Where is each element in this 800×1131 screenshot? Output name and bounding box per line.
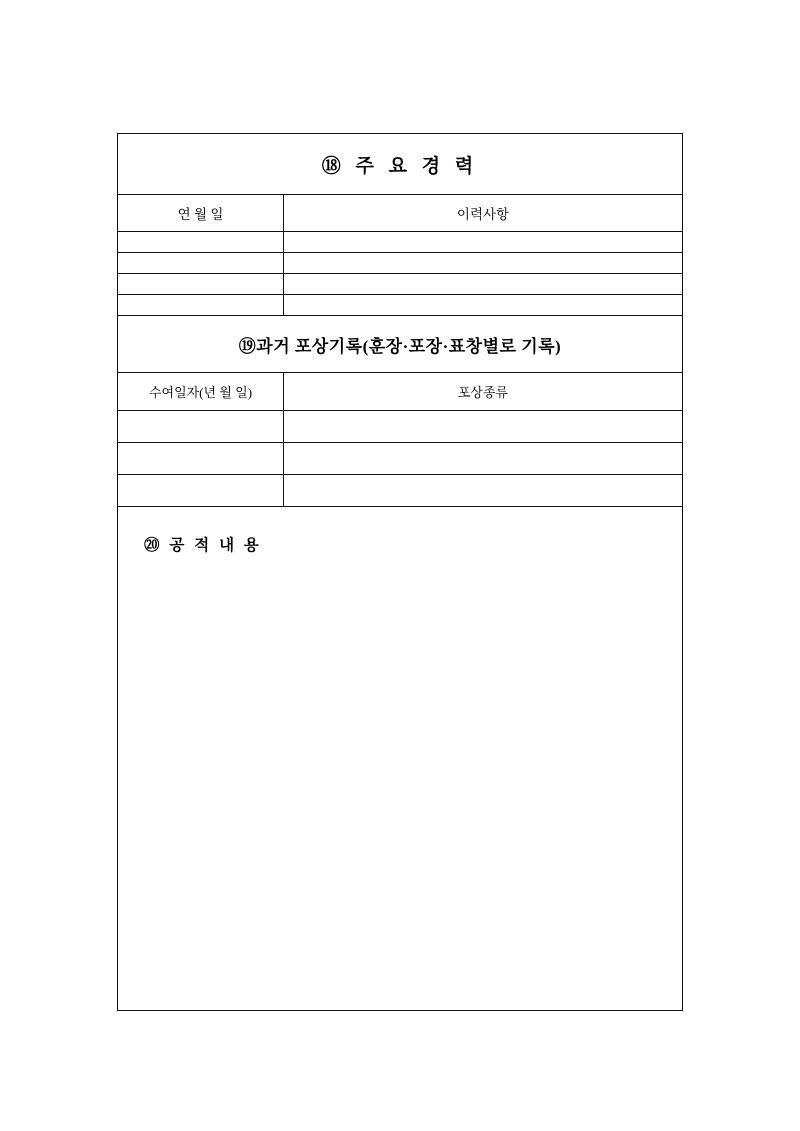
awards-cell-type[interactable] [284,443,683,475]
awards-section-title [118,316,682,373]
career-cell-date[interactable] [118,274,284,295]
career-cell-date[interactable] [118,253,284,274]
career-cell-detail[interactable] [284,274,683,295]
awards-cell-date[interactable] [118,475,284,507]
awards-column-header-type: 포상종류 [284,373,683,411]
table-row [118,274,682,295]
career-cell-date[interactable] [118,232,284,253]
awards-cell-type[interactable] [284,475,683,507]
awards-table-header-row [118,373,682,411]
table-row [118,475,682,507]
career-table-header-row [118,195,682,232]
career-cell-date[interactable] [118,295,284,316]
career-column-header-date: 연 월 일 [118,195,284,232]
form-frame [117,133,683,1011]
career-section-title [118,134,682,195]
table-row [118,253,682,274]
table-row [118,295,682,316]
career-section-title-text: ⑱ 주 요 경 력 [321,155,479,177]
awards-cell-date[interactable] [118,443,284,475]
career-cell-detail[interactable] [284,253,683,274]
career-column-header-detail: 이력사항 [284,195,683,232]
awards-cell-date[interactable] [118,411,284,443]
awards-section-title-text: ⑲과거 포상기록(훈장·포장·표창별로 기록) [238,336,562,356]
table-row [118,443,682,475]
awards-cell-type[interactable] [284,411,683,443]
merit-section [118,507,682,555]
career-cell-detail[interactable] [284,232,683,253]
awards-table [118,373,682,507]
table-row [118,232,682,253]
awards-column-header-date: 수여일자(년 월 일) [118,373,284,411]
table-row [118,411,682,443]
merit-section-title: ⑳ 공 적 내 용 [144,537,262,554]
career-table [118,195,682,316]
career-cell-detail[interactable] [284,295,683,316]
